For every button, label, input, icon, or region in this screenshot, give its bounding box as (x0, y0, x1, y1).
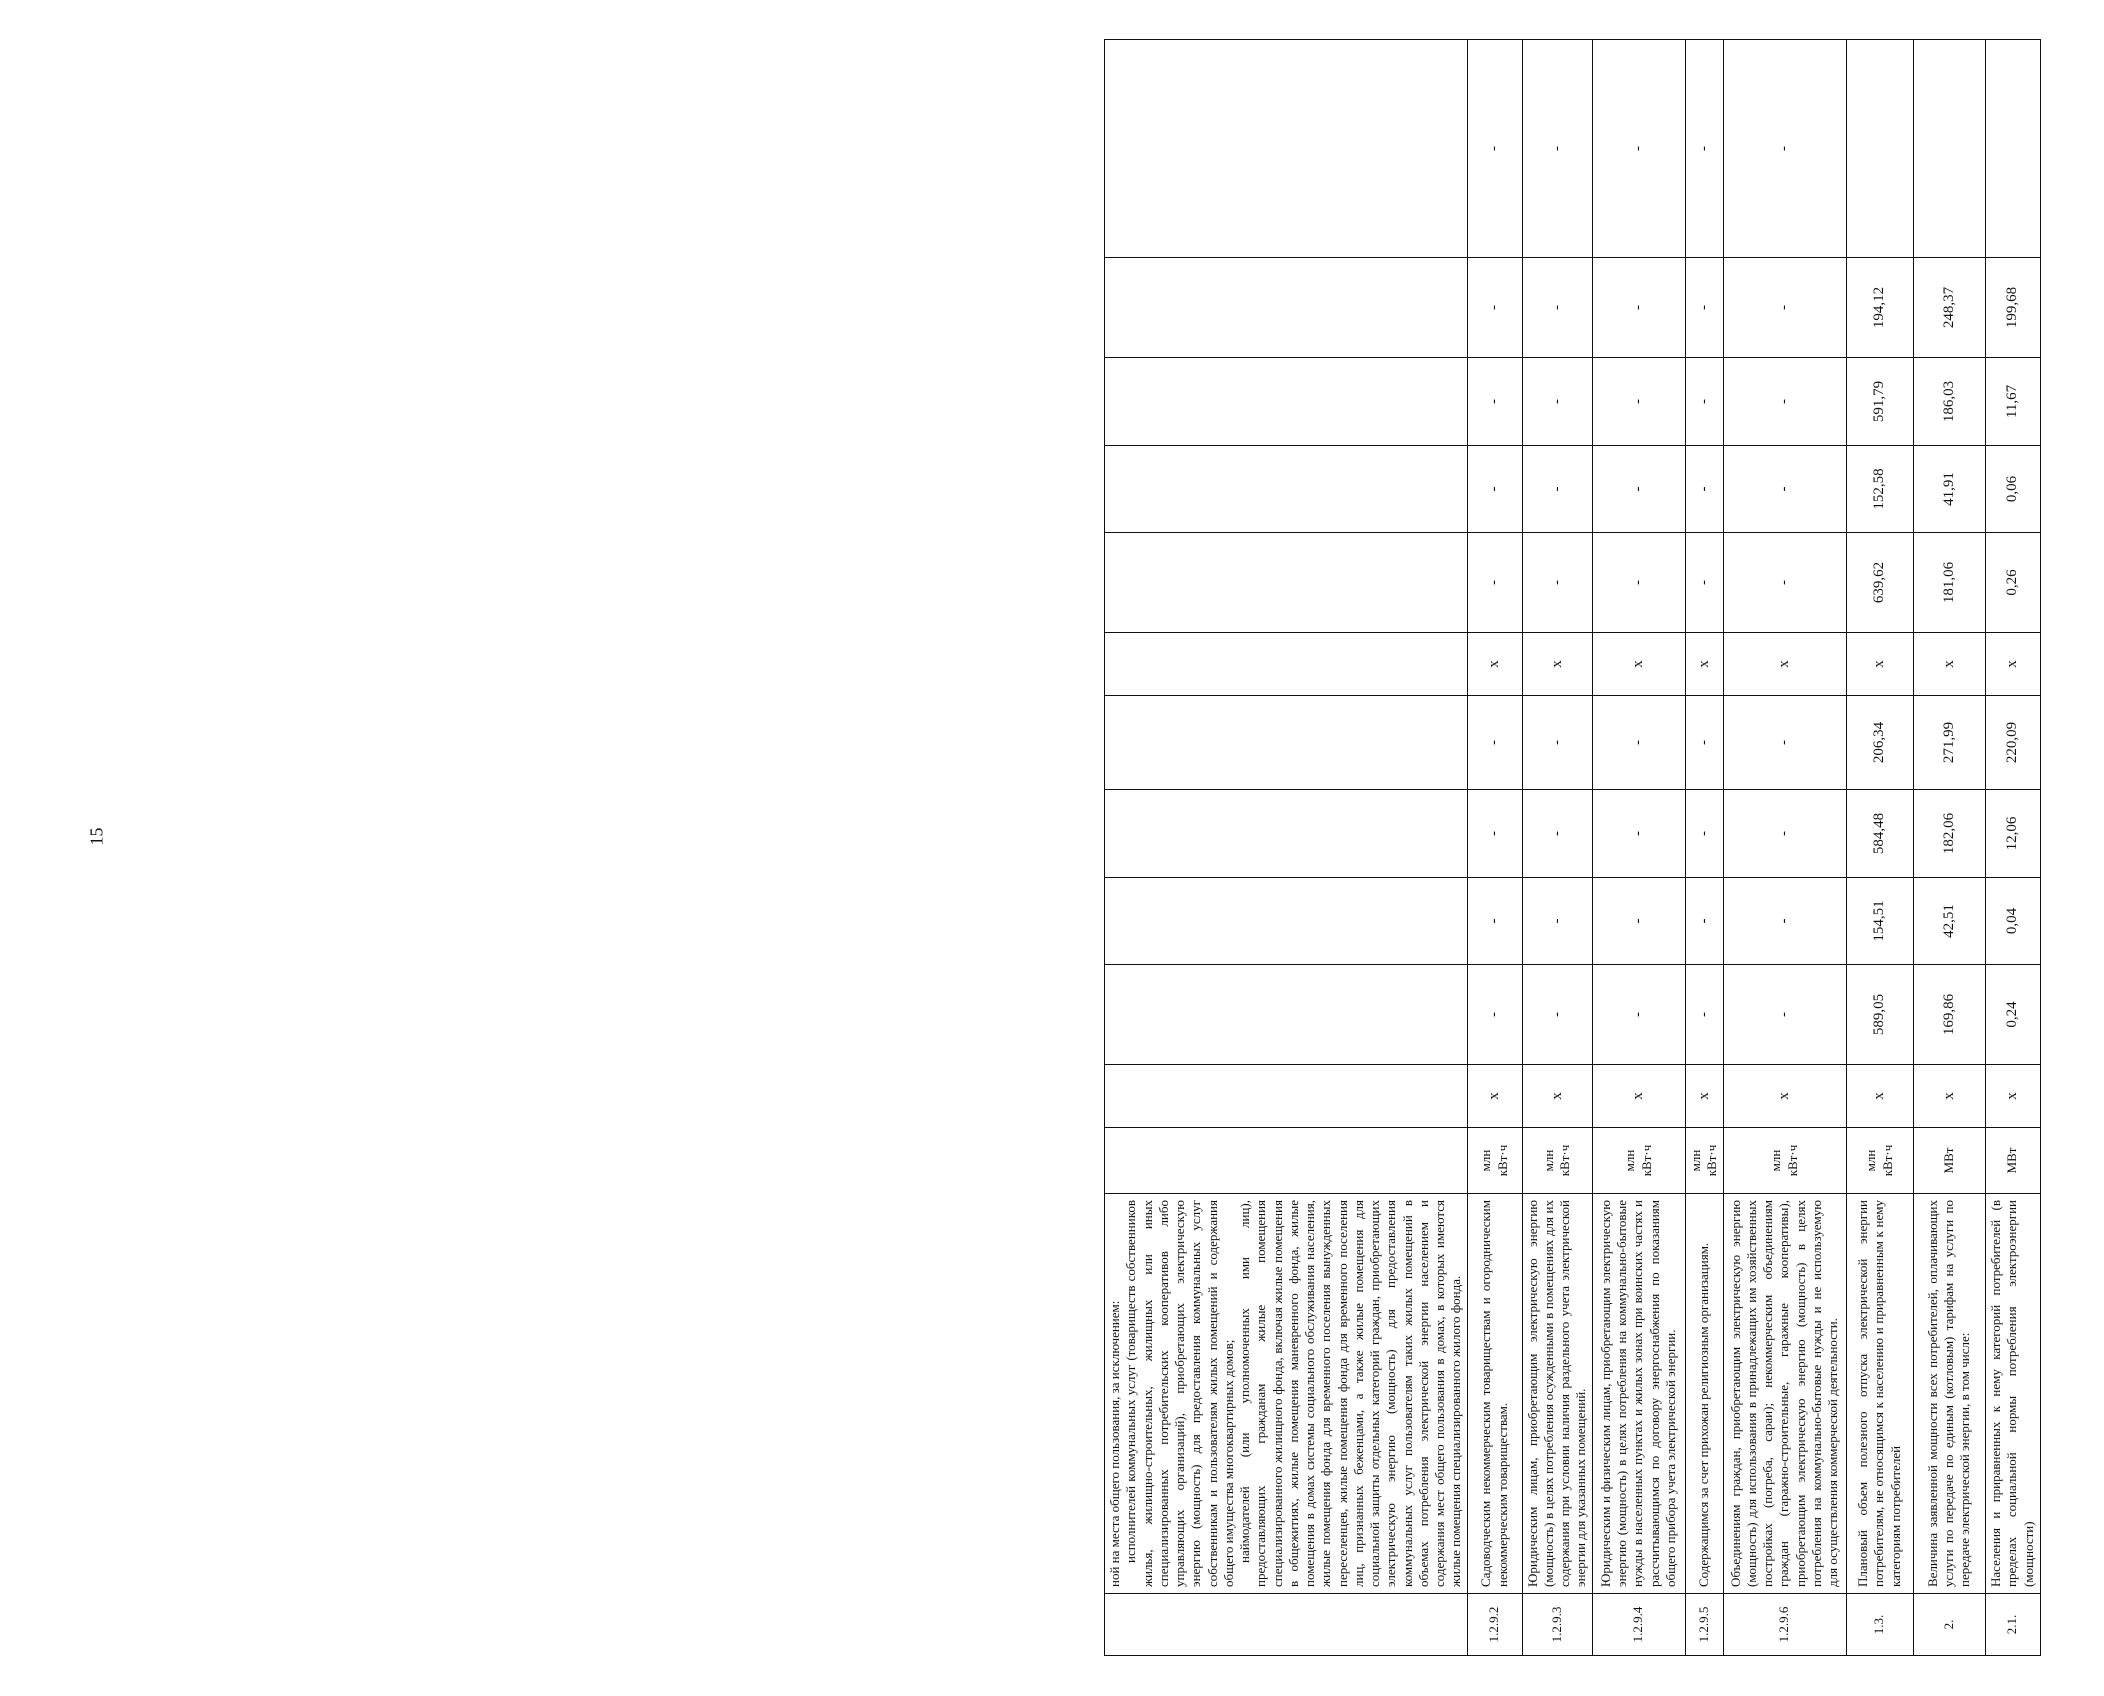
row-description (1467, 1194, 1522, 1594)
value-cell: - (1592, 533, 1685, 633)
row-unit: млн кВт·ч (1685, 1128, 1723, 1194)
row-unit: млн кВт·ч (1467, 1128, 1522, 1194)
value-cell (1105, 1065, 1468, 1128)
row-description (1685, 1194, 1723, 1594)
value-cell: х (1846, 1065, 1913, 1128)
value-cell: х (1685, 1065, 1723, 1128)
row-unit: млн кВт·ч (1846, 1128, 1913, 1194)
value-cell: - (1592, 40, 1685, 258)
value-cell (1913, 40, 1985, 258)
value-cell: - (1592, 446, 1685, 533)
value-cell (1105, 446, 1468, 533)
value-cell: - (1685, 40, 1723, 258)
value-cell: х (1522, 1065, 1592, 1128)
value-cell: - (1685, 358, 1723, 446)
row-number: 1.2.9.2 (1467, 1594, 1522, 1656)
value-cell (1846, 40, 1913, 258)
value-cell: х (1685, 633, 1723, 696)
description-paragraph: ной на места общего пользования, за исключением: (1107, 1300, 1122, 1587)
value-cell: - (1522, 878, 1592, 965)
description-paragraph: Содержащимся за счет прихожан религиозным организациям. (1695, 1242, 1711, 1587)
value-cell: - (1467, 965, 1522, 1065)
value-cell: - (1467, 878, 1522, 965)
row-description (1522, 1194, 1592, 1594)
value-cell: - (1522, 446, 1592, 533)
value-cell (1105, 358, 1468, 446)
value-cell: 206,34 (1846, 696, 1913, 790)
value-cell: - (1723, 258, 1846, 358)
page-number: 15 (86, 827, 107, 846)
table-row (1985, 40, 2040, 1656)
table-row (1913, 40, 1985, 1656)
value-cell: - (1723, 696, 1846, 790)
value-cell: - (1522, 696, 1592, 790)
value-cell (1105, 40, 1468, 258)
value-cell: х (1723, 1065, 1846, 1128)
description-paragraph: Величина заявленной мощности всех потребителей, оплачивающих услуги по передаче по единым (котловым) тарифам на услуги по передаче электрической энергии, в том числе: (1924, 1200, 1973, 1587)
value-cell: х (1467, 633, 1522, 696)
value-cell: 271,99 (1913, 696, 1985, 790)
value-cell: 584,48 (1846, 790, 1913, 878)
row-number: 1.2.9.4 (1592, 1594, 1685, 1656)
value-cell: - (1723, 358, 1846, 446)
value-cell: 152,58 (1846, 446, 1913, 533)
value-cell: 194,12 (1846, 258, 1913, 358)
value-cell: х (1522, 633, 1592, 696)
row-unit (1105, 1128, 1468, 1194)
table-row (1105, 40, 1468, 1656)
value-cell: х (1913, 1065, 1985, 1128)
row-unit: млн кВт·ч (1592, 1128, 1685, 1194)
value-cell (1105, 790, 1468, 878)
value-cell: - (1522, 790, 1592, 878)
description-paragraph: исполнителей коммунальных услуг (товариществ собственников жилья, жилищно-строительных, жилищных или иных специализированных потребительских кооперативов либо управляющих организаций), приобретающих электрическую энергию (мощность) для предоставления коммунальных услуг собственникам и пользователям жилых помещений и содержания общего имущества многоквартирных домов; (1123, 1200, 1236, 1587)
value-cell: - (1467, 790, 1522, 878)
value-cell: 0,24 (1985, 965, 2040, 1065)
value-cell: 639,62 (1846, 533, 1913, 633)
value-cell: 169,86 (1913, 965, 1985, 1065)
row-number: 1.3. (1846, 1594, 1913, 1656)
row-description (1913, 1194, 1985, 1594)
row-description (1105, 1194, 1468, 1594)
value-cell: 41,91 (1913, 446, 1985, 533)
row-unit: МВт (1985, 1128, 2040, 1194)
value-cell: - (1723, 790, 1846, 878)
value-cell (1105, 633, 1468, 696)
value-cell: - (1467, 358, 1522, 446)
value-cell: - (1467, 40, 1522, 258)
value-cell (1105, 696, 1468, 790)
value-cell: - (1522, 965, 1592, 1065)
value-cell: - (1592, 696, 1685, 790)
description-paragraph: Юридическим и физическим лицам, приобретающим электрическую энергию (мощность) в целях потребления на коммунально-бытовые нужды в населенных пунктах и жилых зонах при воинских частях и рассчитывающимся по договору энергоснабжения по показаниям общего прибора учета электрической энергии. (1597, 1200, 1678, 1587)
table-row (1846, 40, 1913, 1656)
value-cell (1105, 878, 1468, 965)
value-cell: - (1685, 258, 1723, 358)
value-cell: - (1522, 258, 1592, 358)
description-paragraph: Населения и приравненных к нему категорий потребителей (в пределах социальной нормы потребления электроэнергии (мощности) (1988, 1200, 2036, 1587)
value-cell: 182,06 (1913, 790, 1985, 878)
value-cell: - (1467, 446, 1522, 533)
value-cell (1105, 965, 1468, 1065)
row-unit: млн кВт·ч (1522, 1128, 1592, 1194)
row-number (1105, 1594, 1468, 1656)
value-cell: 181,06 (1913, 533, 1985, 633)
value-cell: 248,37 (1913, 258, 1985, 358)
value-cell: - (1592, 790, 1685, 878)
value-cell: 591,79 (1846, 358, 1913, 446)
row-number: 1.2.9.3 (1522, 1594, 1592, 1656)
value-cell: - (1467, 533, 1522, 633)
value-cell: х (1913, 633, 1985, 696)
row-number: 1.2.9.5 (1685, 1594, 1723, 1656)
row-number: 2. (1913, 1594, 1985, 1656)
value-cell: 220,09 (1985, 696, 2040, 790)
value-cell: х (1846, 633, 1913, 696)
value-cell: х (1723, 633, 1846, 696)
value-cell: х (1985, 1065, 2040, 1128)
description-paragraph: наймодателей (или уполномоченных ими лиц), предоставляющих гражданам жилые помещения специализированного жилищного фонда, включая жилые помещения в общежитиях, жилые помещения маневренного фонда, жилые помещения в домах системы социального обслуживания населения, жилые помещения фонда для временного поселения вынужденных переселенцев, жилые помещения фонда для временного поселения лиц, признанных беженцами, а также жилые помещения для социальной защиты отдельных категорий граждан, приобретающих электрическую энергию (мощность) для предоставления коммунальных услуг пользователям таких жилых помещений в объемах потребления электрической энергии населением и содержания мест общего пользования в домах, в которых имеются жилые помещения специализированного жилого фонда. (1237, 1200, 1464, 1587)
value-cell: х (1985, 633, 2040, 696)
tariff-table (1104, 39, 2041, 1656)
value-cell: 0,04 (1985, 878, 2040, 965)
table-row (1592, 40, 1685, 1656)
value-cell: - (1467, 696, 1522, 790)
value-cell: х (1592, 1065, 1685, 1128)
value-cell: 154,51 (1846, 878, 1913, 965)
value-cell: - (1723, 965, 1846, 1065)
value-cell: - (1592, 258, 1685, 358)
value-cell: - (1592, 965, 1685, 1065)
value-cell: - (1723, 40, 1846, 258)
value-cell: - (1592, 878, 1685, 965)
value-cell: х (1467, 1065, 1522, 1128)
value-cell: - (1685, 446, 1723, 533)
table-row (1685, 40, 1723, 1656)
value-cell: х (1592, 633, 1685, 696)
value-cell: - (1522, 533, 1592, 633)
row-description (1985, 1194, 2040, 1594)
value-cell: 186,03 (1913, 358, 1985, 446)
value-cell: 589,05 (1846, 965, 1913, 1065)
value-cell: - (1685, 533, 1723, 633)
row-description (1846, 1194, 1913, 1594)
description-paragraph: Юридическим лицам, приобретающим электрическую энергию (мощность) в целях потребления осужденными в помещениях для их содержания при условии наличия раздельного учета электрической энергии для указанных помещений. (1524, 1200, 1589, 1587)
value-cell: - (1685, 696, 1723, 790)
row-unit: МВт (1913, 1128, 1985, 1194)
value-cell: - (1522, 40, 1592, 258)
rotated-table-container (1104, 40, 2104, 1656)
table-row (1522, 40, 1592, 1656)
value-cell: - (1592, 358, 1685, 446)
value-cell: - (1467, 258, 1522, 358)
value-cell (1985, 40, 2040, 258)
row-number: 2.1. (1985, 1594, 2040, 1656)
value-cell: - (1685, 965, 1723, 1065)
value-cell (1105, 258, 1468, 358)
value-cell (1105, 533, 1468, 633)
value-cell: - (1685, 790, 1723, 878)
value-cell: - (1522, 358, 1592, 446)
value-cell: - (1723, 446, 1846, 533)
value-cell: 12,06 (1985, 790, 2040, 878)
value-cell: - (1685, 878, 1723, 965)
row-number: 1.2.9.6 (1723, 1594, 1846, 1656)
description-paragraph: Объединениям граждан, приобретающим электрическую энергию (мощность) для использования в принадлежащих им хозяйственных постройках (погреба, сараи); некоммерческим объединениям граждан (гаражно-строительные, гаражные кооперативы), приобретающим электрическую энергию (мощность) в целях потребления на коммунально-бытовые нужды и не используемую для осуществления коммерческой деятельности. (1727, 1200, 1841, 1587)
description-paragraph: Садоводческим некоммерческим товариществам и огородническим некоммерческим товариществам. (1478, 1200, 1510, 1587)
value-cell: 11,67 (1985, 358, 2040, 446)
value-cell: 0,26 (1985, 533, 2040, 633)
row-description (1592, 1194, 1685, 1594)
description-paragraph: Плановый объем полезного отпуска электрической энергии потребителям, не относящимся к населению и приравненным к нему категориям потребителей (1855, 1200, 1903, 1587)
value-cell: 0,06 (1985, 446, 2040, 533)
value-cell: - (1723, 878, 1846, 965)
row-description (1723, 1194, 1846, 1594)
table-row (1723, 40, 1846, 1656)
value-cell: 42,51 (1913, 878, 1985, 965)
value-cell: - (1723, 533, 1846, 633)
table-row (1467, 40, 1522, 1656)
value-cell: 199,68 (1985, 258, 2040, 358)
row-unit: млн кВт·ч (1723, 1128, 1846, 1194)
